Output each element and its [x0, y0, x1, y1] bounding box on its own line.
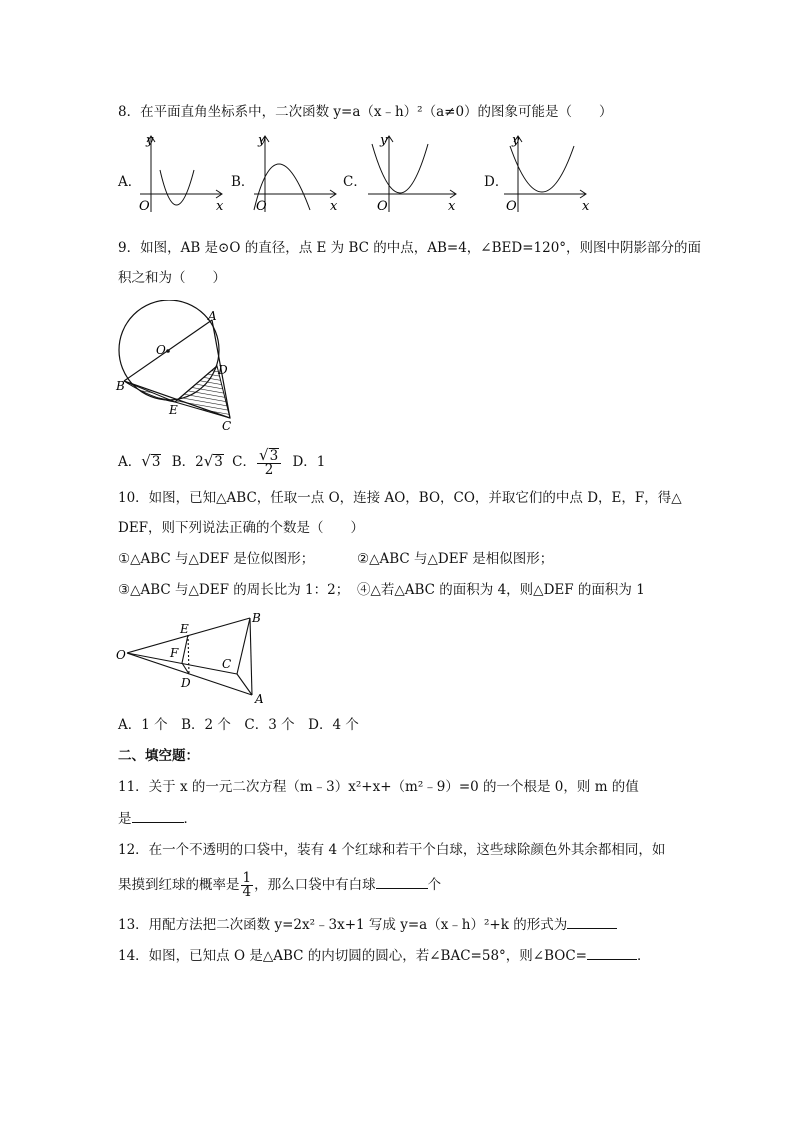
- q11-stem-line2: 是 ．: [118, 808, 197, 829]
- q10-label-e: E: [180, 622, 189, 636]
- q8a-origin: O: [139, 199, 150, 214]
- q8-graph-c: [362, 130, 462, 216]
- q8-option-d: D．: [484, 174, 509, 190]
- q10-statement-1: ①△ABC 与△DEF 是位似图形；: [118, 551, 315, 567]
- q10-stem-line1: 10．如图，已知△ABC，任取一点 O，连接 AO，BO，CO，并取它们的中点 D，E，F，得△: [118, 490, 682, 506]
- section-title-fill-in: 二、填空题：: [118, 748, 199, 764]
- q10-figure: [112, 606, 272, 708]
- q9-option-c: C．: [232, 454, 257, 470]
- q8b-y-label: y: [258, 133, 266, 148]
- q10-label-o: O: [116, 648, 126, 662]
- q10-options: A．1 个 B．2 个 C．3 个 D．4 个: [118, 717, 359, 733]
- q8d-origin: O: [506, 199, 517, 214]
- q8d-x-label: x: [582, 199, 590, 214]
- q8b-origin: O: [256, 199, 267, 214]
- q9-label-c: C: [222, 419, 232, 433]
- q8-graph-a: [138, 130, 228, 216]
- q9-stem-line1: 9．如图，AB 是⊙O 的直径，点 E 为 BC 的中点，AB=4，∠BED=120°，则图中阴影部分的面: [118, 240, 702, 256]
- q9-label-b: B: [116, 379, 125, 393]
- q10-statement-4: ④△若△ABC 的面积为 4，则△DEF 的面积为 1: [357, 582, 645, 598]
- q8-stem: 8．在平面直角坐标系中，二次函数 y=a（x﹣h）²（a≠0）的图象可能是（ ）: [118, 104, 613, 120]
- q13-answer-blank[interactable]: [567, 914, 617, 929]
- q9-option-c-fraction: $\frac{√3}{2}$: [257, 448, 281, 477]
- q12-answer-blank[interactable]: [376, 874, 428, 889]
- q8b-x-label: x: [330, 199, 338, 214]
- q10-stem-line2: DEF，则下列说法正确的个数是（ ）: [118, 520, 365, 536]
- q9-option-b: B．2: [171, 454, 204, 470]
- q13-stem: 13．用配方法把二次函数 y=2x²﹣3x+1 写成 y=a（x﹣h）²+k 的形式为: [118, 914, 617, 935]
- q10-label-b: B: [252, 611, 261, 625]
- q9-option-d: D．1: [292, 454, 326, 470]
- q12-fraction: $\frac{1}{4}$: [242, 870, 252, 900]
- q8-option-c: C．: [343, 174, 367, 190]
- q8c-y-label: y: [380, 133, 388, 148]
- q9-options: A．√3 B．2√3 C． $\frac{√3}{2}$ D．1: [118, 446, 326, 478]
- q8c-x-label: x: [448, 199, 456, 214]
- q9-option-b-radicand: 3: [214, 454, 223, 470]
- q10-statement-2: ②△ABC 与△DEF 是相似图形；: [357, 551, 554, 567]
- q10-statement-3: ③△ABC 与△DEF 的周长比为 1：2；: [118, 582, 350, 598]
- q10-label-c: C: [222, 657, 232, 671]
- q14-stem: 14．如图，已知点 O 是△ABC 的内切圆的圆心，若∠BAC=58°，则∠BOC= ．: [118, 945, 651, 966]
- q9-figure: [112, 300, 252, 436]
- q9-label-o: O: [156, 343, 166, 357]
- q10-label-f: F: [170, 646, 179, 660]
- q8-graph-b: [252, 130, 342, 216]
- q9-label-e: E: [169, 403, 178, 417]
- q9-label-a: A: [208, 309, 217, 323]
- q11-stem-line1: 11．关于 x 的一元二次方程（m﹣3）x²+x+（m²﹣9）=0 的一个根是 0，则 m 的值: [118, 779, 639, 795]
- q8-graph-d: [502, 130, 602, 216]
- q8-option-b: B．: [231, 174, 255, 190]
- q10-label-d: D: [181, 676, 191, 690]
- q10-label-a: A: [255, 692, 264, 706]
- q8-option-a: A．: [118, 174, 142, 190]
- q9-option-a-radicand: 3: [151, 454, 161, 470]
- q14-answer-blank[interactable]: [587, 945, 637, 960]
- q12-stem-line1: 12．在一个不透明的口袋中，装有 4 个红球和若干个白球，这些球除颜色外其余都相同，如: [118, 842, 666, 858]
- q8a-x-label: x: [216, 199, 224, 214]
- q9-stem-line2: 积之和为（ ）: [118, 270, 226, 286]
- q12-stem-line2: 果摸到红球的概率是 $\frac{1}{4}$ ，那么口袋中有白球 个: [118, 870, 442, 900]
- q8d-y-label: y: [512, 133, 520, 148]
- q9-option-a: A．: [118, 454, 142, 470]
- q9-label-d: D: [218, 363, 228, 377]
- q11-answer-blank[interactable]: [132, 808, 184, 823]
- q8c-origin: O: [377, 199, 388, 214]
- q8a-y-label: y: [146, 133, 154, 148]
